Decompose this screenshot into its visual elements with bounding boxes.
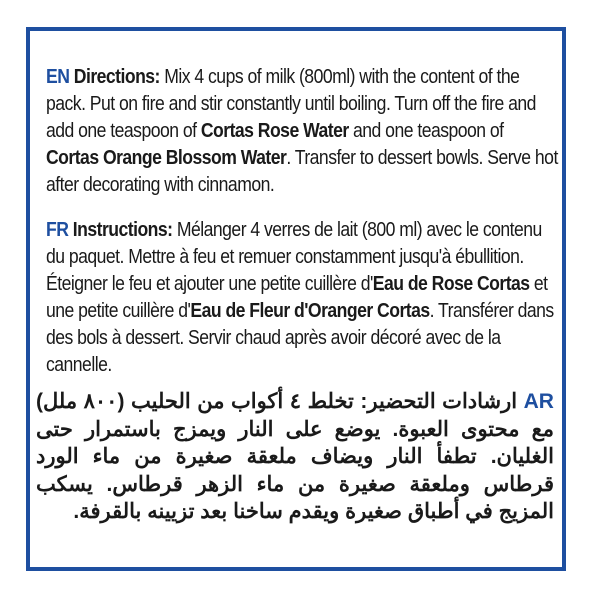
- brand-orange-blossom-fr: Eau de Fleur d'Oranger Cortas: [190, 300, 430, 322]
- instructions-text-3: . Transférer dans des bols à dessert. Servir chaud après avoir décoré avec de la cannelle.: [46, 300, 554, 376]
- directions-text-1: Mix 4 cups of milk (800ml) with the content of the pack. Put on fire and stir constantly until boiling. Turn off the fire and add one teaspoon of: [46, 66, 536, 142]
- directions-text-3: . Transfer to dessert bowls. Serve hot after decorating with cinnamon.: [46, 147, 558, 196]
- section-english: [46, 64, 560, 199]
- section-french: [46, 217, 560, 379]
- instructions-heading: Instructions:: [72, 219, 173, 241]
- directions-text-2: and one teaspoon of: [348, 120, 504, 142]
- directions-heading: Directions:: [73, 66, 160, 88]
- language-code-fr: FR: [46, 219, 69, 241]
- arabic-directions-text: ارشادات التحضير: تخلط ٤ أكواب من الحليب (٨٠٠ ملل) مع محتوى العبوة. يوضع على النار ويمزج باستمرار حتى الغليان. تطفأ النار ويضاف ملعقة صغيرة من ماء الورد قرطاس وملعقة صغيرة من ماء الزهر قرطاس. يسكب المزيج في أطباق صغيرة ويقدم ساخنا بعد تزيينه بالقرفة.: [36, 390, 554, 523]
- language-code-ar: AR: [523, 390, 554, 413]
- instructions-text-2: et une petite cuillère d': [46, 273, 548, 322]
- brand-rose-water-en: Cortas Rose Water: [200, 120, 349, 142]
- instructions-text-1: Mélanger 4 verres de lait (800 ml) avec le contenu du paquet. Mettre à feu et remuer constamment jusqu'à ébullition. Éteigner le feu et ajouter une petite cuillère d': [46, 219, 542, 295]
- language-code-en: EN: [46, 66, 70, 88]
- brand-orange-blossom-en: Cortas Orange Blossom Water: [46, 147, 287, 169]
- brand-rose-water-fr: Eau de Rose Cortas: [372, 273, 530, 295]
- section-arabic: [36, 388, 554, 526]
